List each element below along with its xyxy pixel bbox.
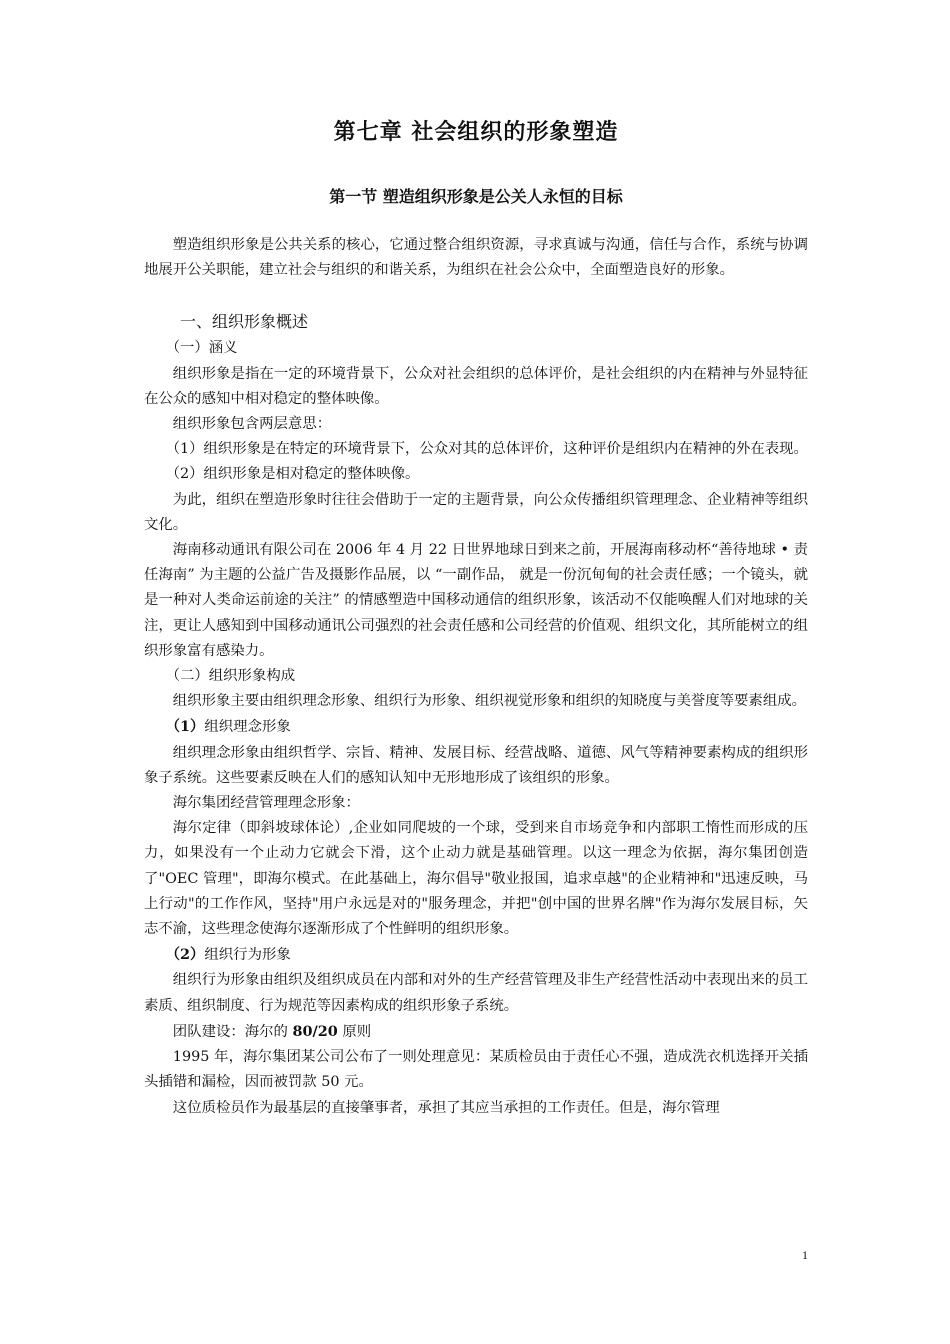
- paragraph-meaning-2: （2）组织形象是相对稳定的整体映像。: [165, 466, 420, 483]
- subheading-composition: （二）组织形象构成: [165, 668, 296, 685]
- paragraph-definition: 组织形象是指在一定的环境背景下，公众对社会组织的总体评价，是社会组织的内在精神与外显特征在公众的感知中相对稳定的整体映像。: [144, 365, 808, 407]
- paragraph-hainan-mobile: 海南移动通讯有限公司在 2006 年 4 月 22 日世界地球日到来之前，开展海南移动杯“善待地球 • 责任海南” 为主题的公益广告及摄影作品展，以 “一副作品， 就是一份沉甸甸的社会责任感；一个镜头，就是一种对人类命运前途的关注” 的情感塑造中国移动通信的组织形象，该活动不仅能唤醒人们对地球的关注，更让人感知到中国移动通讯公司强烈的社会责任感和公司经营的价值观、组织文化，其所能树立的组织形象富有感染力。: [144, 542, 808, 659]
- paragraph-theme: 为此，组织在塑造形象时往往会借助于一定的主题背景，向公众传播组织管理理念、企业精神等组织文化。: [144, 491, 808, 533]
- paragraph-1995: 1995 年，海尔集团某公司公布了一则处理意见：某质检员由于责任心不强，造成洗衣机选择开关插头插错和漏检，因而被罚款 50 元。: [144, 1049, 808, 1091]
- item-concept-image: [144, 714, 808, 740]
- item-label: 组织行为形象: [204, 947, 291, 964]
- page-number: 1: [802, 1248, 808, 1262]
- paragraph-meaning-1: （1）组织形象是在特定的环境背景下，公众对其的总体评价，这种评价是组织内在精神的外在表现。: [165, 441, 808, 458]
- team-building-suffix: 原则: [337, 1023, 372, 1040]
- chapter-title: 第七章 社会组织的形象塑造: [333, 120, 619, 145]
- paragraph-haier-law: 海尔定律（即斜坡球体论）,企业如同爬坡的一个球，受到来自市场竞争和内部职工惰性而形成的压力，如果没有一个止动力它就会下滑，这个止动力就是基础管理。以这一理念为依据，海尔集团创造了"OEC 管理"，即海尔模式。在此基础上，海尔倡导"敬业报国，追求卓越"的企业精神和"迅速反映，马上行动"的工作作风，坚持"用户永远是对的"服务理念，并把"创中国的世界名牌"作为海尔发展目标，矢志不渝，这些理念使海尔逐渐形成了个性鲜明的组织形象。: [144, 820, 808, 938]
- heading-overview: 一、组织形象概述: [180, 312, 309, 332]
- intro-paragraph: 塑造组织形象是公共关系的核心，它通过整合组织资源，寻求真诚与沟通，信任与合作，系统与协调地展开公关职能，建立社会与组织的和谐关系，为组织在社会公众中，全面塑造良好的形象。: [144, 237, 808, 279]
- paragraph-haier-concept: 海尔集团经营管理理念形象：: [172, 795, 360, 812]
- item-label: 组织理念形象: [204, 719, 291, 736]
- item-number: （2）: [165, 946, 205, 964]
- paragraph-behavior-image: 组织行为形象由组织及组织成员在内部和对外的生产经营管理及非生产经营性活动中表现出来的员工素质、组织制度、行为规范等因素构成的组织形象子系统。: [144, 972, 808, 1014]
- paragraph-composition: 组织形象主要由组织理念形象、组织行为形象、组织视觉形象和组织的知晓度与美誉度等要素组成。: [172, 693, 806, 710]
- item-number: （1）: [165, 718, 205, 736]
- page-content: [144, 115, 808, 1121]
- team-building-prefix: 团队建设：海尔的: [172, 1023, 293, 1040]
- item-behavior-image: [144, 942, 808, 968]
- section-title: 第一节 塑造组织形象是公关人永恒的目标: [329, 187, 623, 206]
- paragraph-two-meanings: 组织形象包含两层意思：: [172, 416, 332, 433]
- team-building-rule: 80/20: [292, 1022, 338, 1040]
- subheading-meaning: （一）涵义: [165, 340, 238, 357]
- paragraph-team-building: [144, 1019, 808, 1045]
- paragraph-inspector: 这位质检员作为最基层的直接肇事者，承担了其应当承担的工作责任。但是，海尔管理: [172, 1099, 720, 1116]
- paragraph-concept-image: 组织理念形象由组织哲学、宗旨、精神、发展目标、经营战略、道德、风气等精神要素构成的组织形象子系统。这些要素反映在人们的感知认知中无形地形成了该组织的形象。: [144, 744, 808, 786]
